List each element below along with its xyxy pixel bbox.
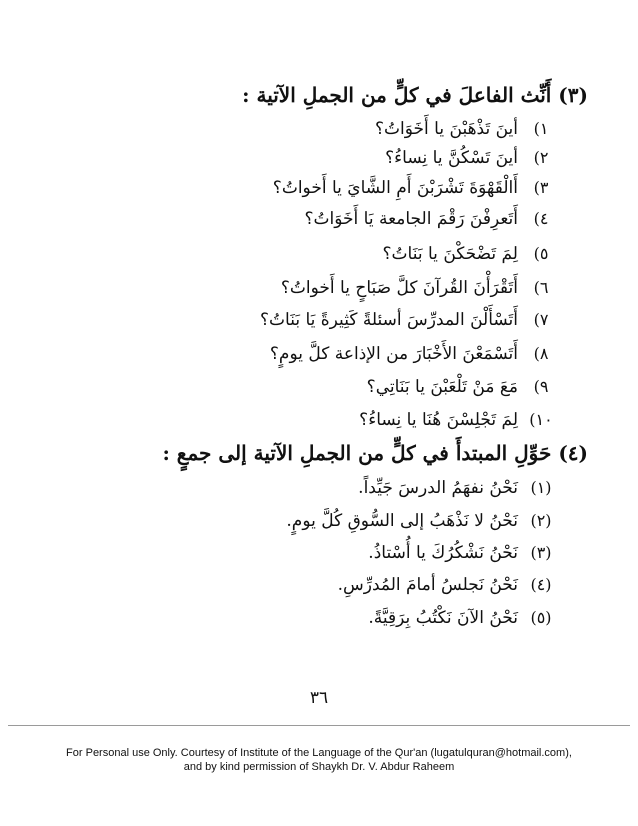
item-number: ٤) (533, 209, 549, 228)
item-text: نَحْنُ نَشْكُرُكَ يا أُسْتاذُ. (368, 543, 518, 563)
item-number: ٨) (533, 344, 549, 363)
exercise-3-item-7 (58, 305, 558, 335)
item-text: أينَ تَسْكُنَّ يا نِساءُ؟ (385, 148, 518, 168)
item-text: أَتَسْمَعْنَ الأَخْبَارَ من الإذاعة كلَّ يومٍ؟ (269, 344, 518, 364)
exercise-4-item-2 (58, 506, 558, 536)
exercise-3-item-10 (58, 405, 558, 435)
page-number: ٣٦ (309, 688, 329, 708)
exercise-3-item-5 (58, 239, 558, 269)
exercise-4-heading: (٤) حَوِّلِ المبتدأَ في كلٍّ من الجملِ الآتية إلى جمعٍ : (162, 441, 588, 465)
item-text: نَحْنُ لا نَذْهَبُ إلى السُّوقِ كُلَّ يومٍ. (286, 511, 518, 531)
exercise-3-item-1 (58, 114, 558, 144)
item-text: نَحْنُ نفهَمُ الدرسَ جَيِّداً. (358, 478, 518, 498)
item-text: مَعَ مَنْ تَلْعَبْنَ يا بَنَاتِي؟ (366, 377, 518, 397)
footer-note (10, 746, 628, 774)
exercise-3-item-2 (58, 143, 558, 173)
item-text: أينَ تَذْهَبْنَ يا أَخَوَاتُ؟ (375, 119, 518, 139)
footer-divider (8, 725, 630, 726)
exercise-4-item-1 (58, 473, 558, 503)
item-number: ٢) (533, 148, 549, 167)
item-number: (١) (530, 478, 552, 497)
item-number: ٥) (533, 244, 549, 263)
exercise-3-item-9 (58, 372, 558, 402)
item-text: أَتَسْأَلْنَ المدرِّسَ أسئلةً كَثِيرةً يَا بَنَاتُ؟ (259, 310, 518, 330)
item-text: أَالْقَهْوَةَ تَشْرَبْنَ أَمِ الشَّايَ يا أَخواتُ؟ (272, 178, 518, 198)
item-text: نَحْنُ الآنَ نَكْتُبُ بِرَقِيَّةً. (368, 608, 518, 628)
exercise-4-item-3 (58, 538, 558, 568)
item-text: أَتَعرِفْنَ رَقْمَ الجامعة يَا أَخَوَاتُ؟ (304, 209, 518, 229)
item-text: نَحْنُ نَجلسُ أمامَ المُدرِّسِ. (337, 575, 518, 595)
item-number: (٥) (530, 608, 552, 627)
item-number: ١) (533, 119, 549, 138)
exercise-3-item-3 (58, 173, 558, 203)
exercise-4-item-4 (58, 570, 558, 600)
footer-line-1: For Personal use Only. Courtesy of Institute of the Language of the Qur'an (lugatulquran@hotmail.com), (66, 747, 572, 759)
exercise-3-item-6 (58, 273, 558, 303)
item-number: (٤) (530, 575, 552, 594)
item-number: (٢) (530, 511, 552, 530)
item-number: ٣) (533, 178, 549, 197)
item-number: ١٠) (529, 410, 553, 429)
footer-line-2: and by kind permission of Shaykh Dr. V. Abdur Raheem (183, 761, 455, 773)
item-number: ٦) (533, 278, 549, 297)
item-number: (٣) (530, 543, 552, 562)
exercise-3-item-4 (58, 204, 558, 234)
exercise-3-item-8 (58, 339, 558, 369)
item-text: لِمَ تَضْحَكْنَ يا بَنَاتُ؟ (382, 244, 518, 264)
item-text: أَتَقْرَأْنَ القُرآنَ كلَّ صَبَاحٍ يا أَخواتُ؟ (280, 278, 518, 298)
exercise-4-item-5 (58, 603, 558, 633)
item-number: ٧) (533, 310, 549, 329)
item-text: لِمَ تَجْلِسْنَ هُنَا يا نِساءُ؟ (359, 410, 518, 430)
exercise-3-heading: (٣) أَنِّث الفاعلَ في كلٍّ من الجملِ الآتية : (242, 83, 588, 107)
item-number: ٩) (533, 377, 549, 396)
